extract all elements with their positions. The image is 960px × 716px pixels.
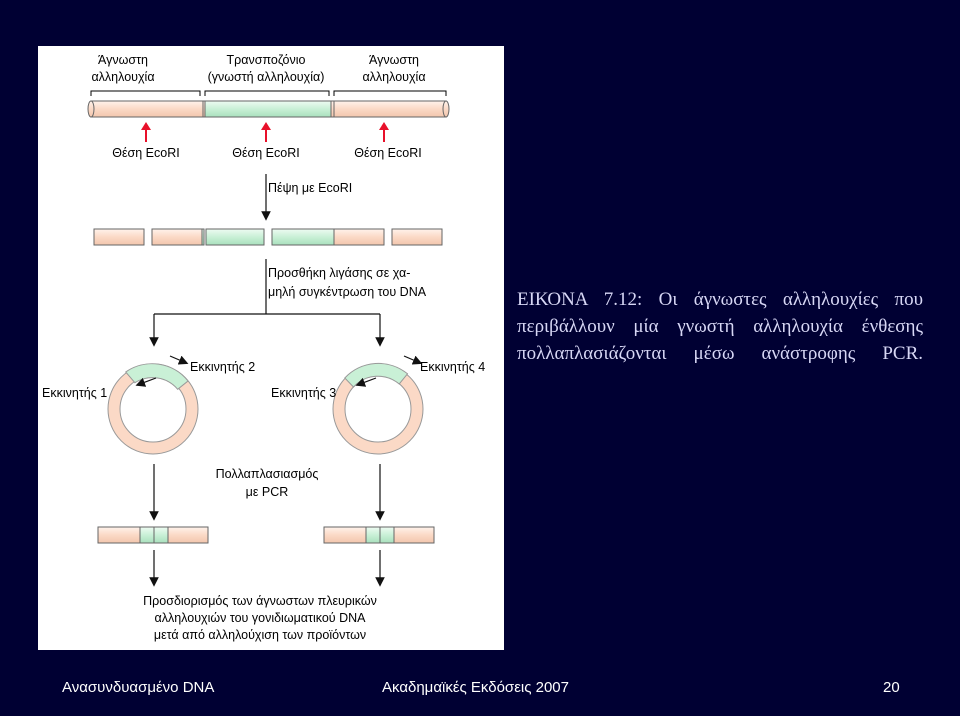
caption-text: Οι άγνωστες αλληλουχίες που περιβάλλουν μία γνωστή αλληλουχία ένθεσης πολλαπλασιάζονται μέσω ανάστροφης PCR.: [517, 289, 923, 364]
primer-2-label: Εκκινητής 2: [190, 360, 256, 374]
transposon-label-2: (γνωστή αλληλουχία): [207, 70, 325, 84]
final-step-label-1: Προσδιορισμός των άγνωστων πλευρικών: [143, 594, 377, 608]
unknown-right-label-1: Άγνωστη: [369, 53, 419, 67]
sequencing-arrows: [154, 550, 380, 582]
primer-1-label: Εκκινητής 1: [42, 386, 108, 400]
ligation-step-label-2: μηλή συγκέντρωση του DNA: [268, 285, 427, 299]
ecori-site-arrows: [141, 122, 389, 142]
final-step-label-2: αλληλουχιών του γονιδιωματικού DNA: [154, 611, 366, 625]
pcr-step-label-2: με PCR: [245, 485, 289, 499]
primer-4-label: Εκκινητής 4: [420, 360, 486, 374]
figure-caption: [517, 286, 923, 367]
digest-step-label: Πέψη με EcoRI: [268, 181, 353, 195]
pcr-products: [98, 527, 434, 543]
ecori-fragments: [94, 229, 442, 245]
transposon-label-1: Τρανσποζόνιο: [226, 53, 306, 67]
caption-label: ΕΙΚΟΝΑ 7.12:: [517, 289, 643, 310]
unknown-left-label-2: αλληλουχία: [91, 70, 155, 84]
ecori-site-label: Θέση EcoRI: [232, 146, 300, 160]
page-number: 20: [883, 679, 900, 696]
circular-dna-right: [333, 363, 423, 454]
circular-dna-left: [108, 364, 198, 454]
unknown-left-label-1: Άγνωστη: [98, 53, 148, 67]
inverse-pcr-diagram: [38, 46, 504, 650]
footer-publisher: Ακαδημαϊκές Εκδόσεις 2007: [382, 679, 569, 696]
final-step-label-3: μετά από αλληλούχιση των προϊόντων: [153, 628, 367, 642]
ecori-site-label: Θέση EcoRI: [354, 146, 422, 160]
ecori-site-label: Θέση EcoRI: [112, 146, 180, 160]
primer-3-label: Εκκινητής 3: [271, 386, 337, 400]
footer-title: Ανασυνδυασμένο DNA: [62, 679, 215, 696]
region-brackets: [91, 91, 446, 96]
unknown-right-label-2: αλληλουχία: [362, 70, 426, 84]
genomic-dna-bar: [88, 101, 449, 117]
pcr-step-label-1: Πολλαπλασιασμός: [215, 467, 319, 481]
ligation-step-label-1: Προσθήκη λιγάσης σε χα-: [268, 266, 411, 280]
